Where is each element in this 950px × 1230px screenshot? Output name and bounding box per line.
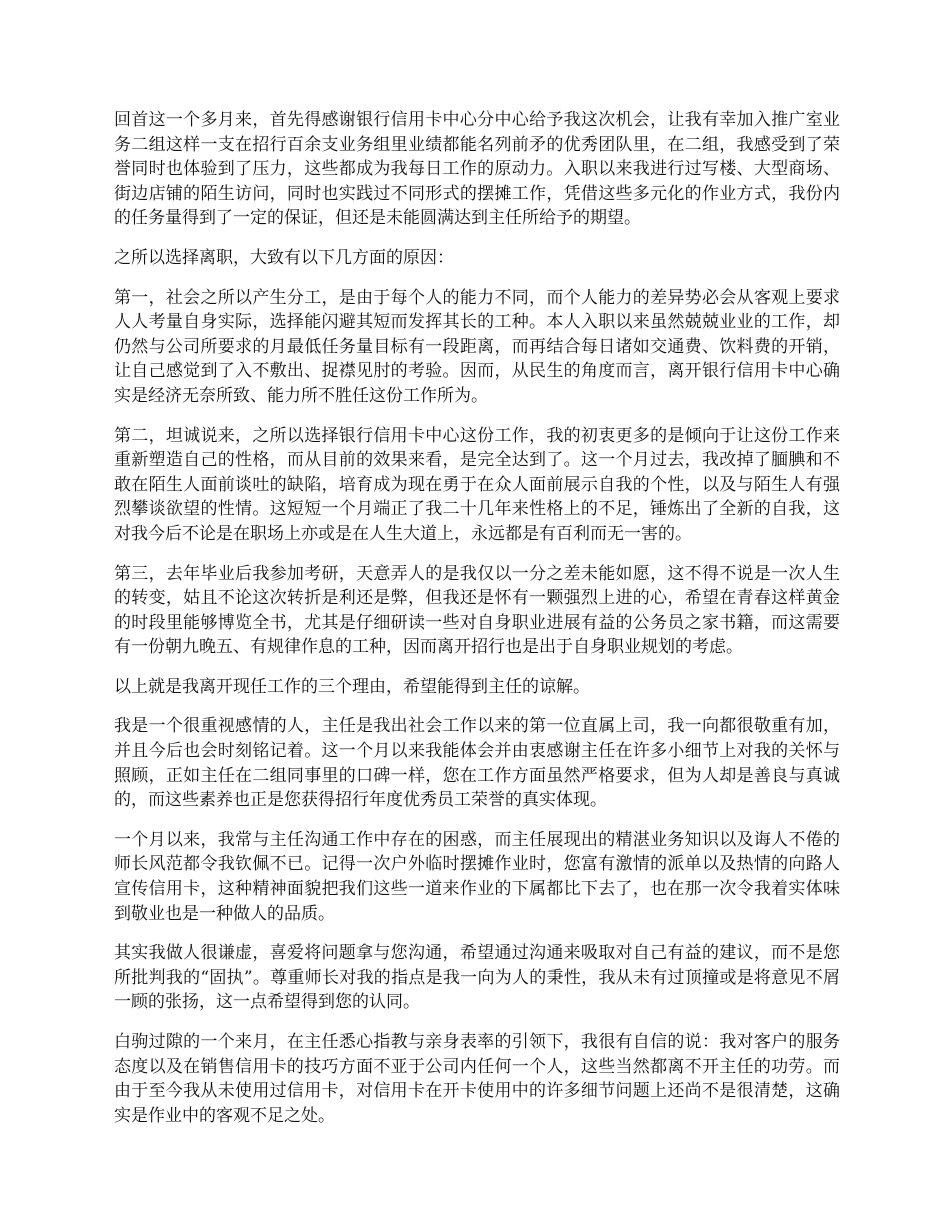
paragraph-summary: 以上就是我离开现任工作的三个理由，希望能得到主任的谅解。 — [114, 676, 590, 697]
paragraph-reason-three: 第三，去年毕业后我参加考研，天意弄人的是我仅以一分之差未能如愿，这不得不说是一次人生的转变，姑且不论这次转折是利还是弊，但我还是怀有一颗强烈上进的心，希望在青春这样黄金的时段里能够博览全书，尤其是仔细研读一些对自身职业进展有益的公务员之家书籍，而这需要有一份朝九晚五、有规律作息的工种，因而离开招行也是出于自身职业规划的考虑。 — [114, 563, 840, 658]
paragraph-gratitude: 我是一个很重视感情的人，主任是我出社会工作以来的第一位直属上司，我一向都很敬重有加，并且今后也会时刻铭记着。这一个月以来我能体会并由衷感谢主任在许多小细节上对我的关怀与照顾，正如主任在二组同事里的口碑一样，您在工作方面虽然严格要求，但为人却是善良与真诚的，而这些素养也正是您获得招行年度优秀员工荣誉的真实体现。 — [114, 716, 840, 811]
paragraph-intro: 回首这一个多月来，首先得感谢银行信用卡中心分中心给予我这次机会，让我有幸加入推广室业务二组这样一支在招行百余支业务组里业绩都能名列前矛的优秀团队里，在二组，我感受到了荣誉同时也体验到了压力，这些都成为我每日工作的原动力。入职以来我进行过写楼、大型商场、街边店铺的陌生访问，同时也实践过不同形式的摆摊工作，凭借这些多元化的作业方式，我份内的任务量得到了一定的保证，但还是未能圆满达到主任所给予的期望。 — [114, 110, 840, 229]
paragraph-reason-two: 第二，坦诚说来，之所以选择银行信用卡中心这份工作，我的初衷更多的是倾向于让这份工作来重新塑造自己的性格，而从目前的效果来看，是完全达到了。这一个月过去，我改掉了腼腆和不敢在陌生人面前谈吐的缺陷，培育成为现在勇于在众人面前展示自我的个性，以及与陌生人有强烈攀谈欲望的性情。这短短一个月端正了我二十几年来性格上的不足，锤炼出了全新的自我，这对我今后不论是在职场上亦或是在人生大道上，永远都是有百利而无一害的。 — [114, 425, 840, 544]
paragraph-closing: 白驹过隙的一个来月，在主任悉心指教与亲身表率的引领下，我很有自信的说：我对客户的服务态度以及在销售信用卡的技巧方面不亚于公司内任何一个人，这些当然都离不开主任的功劳。而由于至今我从未使用过信用卡，对信用卡在开卡使用中的许多细节问题上还尚不是很清楚，这确实是作业中的客观不足之处。 — [114, 1032, 840, 1126]
paragraph-reason-one: 第一，社会之所以产生分工，是由于每个人的能力不同，而个人能力的差异势必会从客观上要求人人考量自身实际，选择能闪避其短而发挥其长的工种。本人入职以来虽然兢兢业业的工作，却仍然与公司所要求的月最低任务量目标有一段距离，而再结合每日诸如交通费、饮料费的开销，让自己感觉到了入不敷出、捉襟见肘的考验。因而，从民生的角度而言，离开银行信用卡中心确实是经济无奈所致、能力所不胜任这份工作所为。 — [114, 287, 840, 406]
paragraph-reasons-lead: 之所以选择离职，大致有以下几方面的原因： — [114, 247, 454, 268]
paragraph-humility: 其实我做人很谦虚，喜爱将问题拿与您沟通，希望通过沟通来吸取对自己有益的建议，而不是您所批判我的“固执”。尊重师长对我的指点是我一向为人的秉性，我从未有过顶撞或是将意见不屑一顾的张扬，这一点希望得到您的认同。 — [114, 943, 840, 1013]
document-body — [114, 108, 840, 1143]
paragraph-admiration: 一个月以来，我常与主任沟通工作中存在的困惑，而主任展现出的精湛业务知识以及诲人不倦的师长风范都令我钦佩不已。记得一次户外临时摆摊作业时，您富有激情的派单以及热情的向路人宣传信用卡，这种精神面貌把我们这些一道来作业的下属都比下去了，也在那一次令我着实体味到敬业也是一种做人的品质。 — [114, 829, 840, 924]
